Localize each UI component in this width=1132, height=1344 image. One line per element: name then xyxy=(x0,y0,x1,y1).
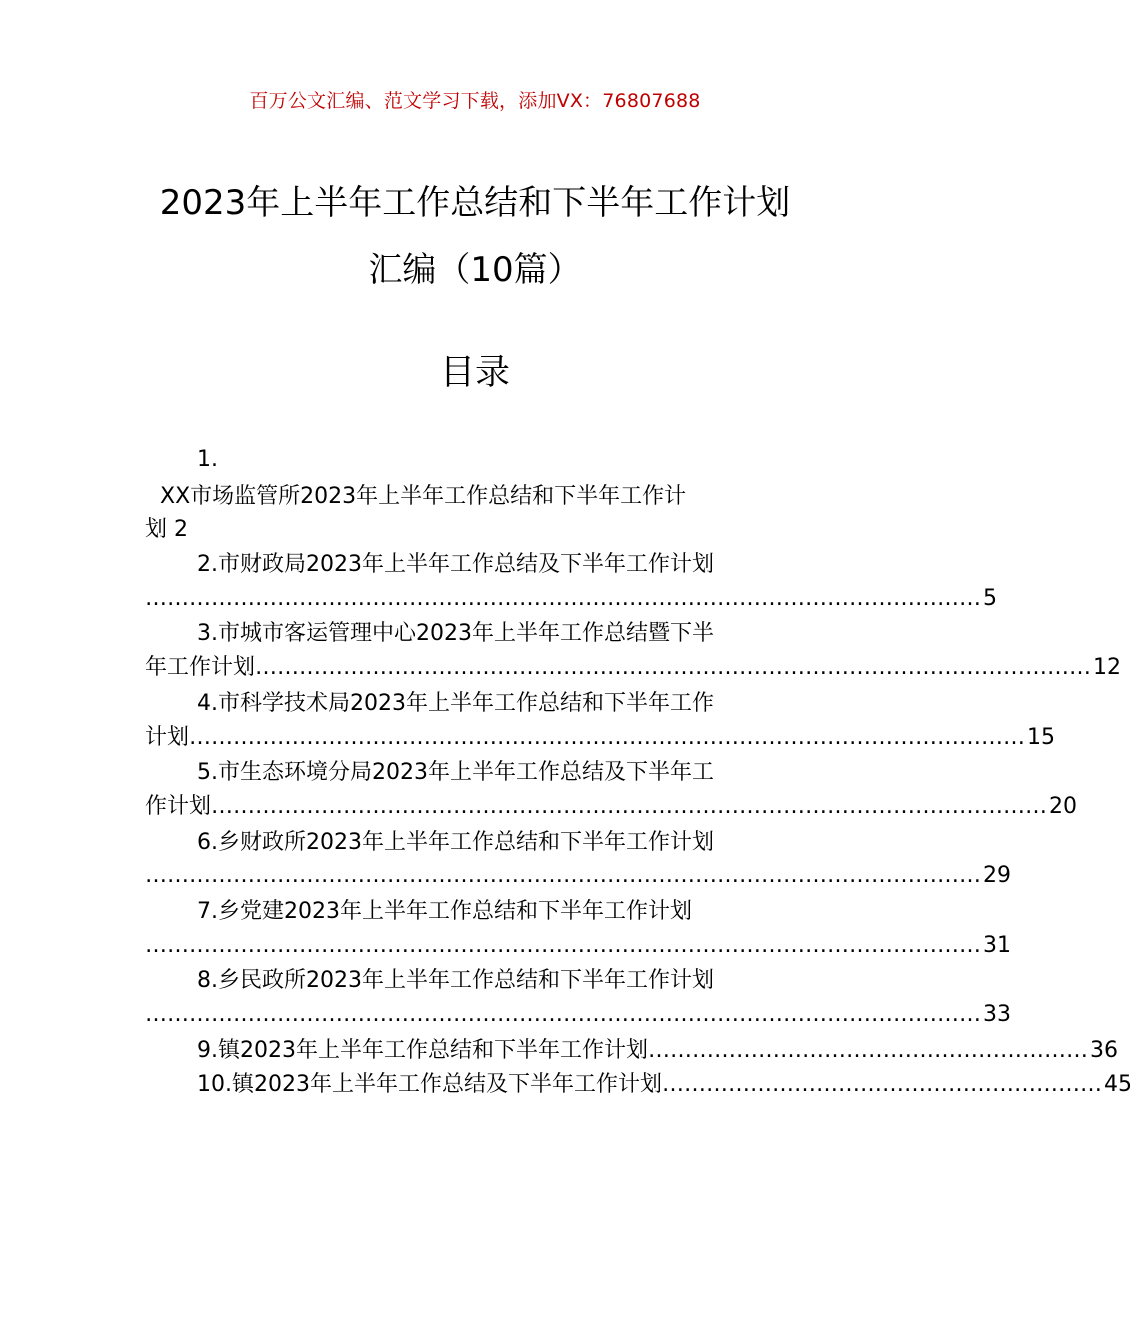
toc-leader-dots: …………………………………………………………………………………………………… xyxy=(145,933,981,958)
toc-leader-dots: …………………………………………………………………………………………………… xyxy=(145,863,981,888)
toc-item-5-page: 20 xyxy=(1049,794,1078,819)
toc-item-6-leader[interactable] xyxy=(145,861,1011,891)
toc-item-4-text-end: 计划 xyxy=(145,725,190,750)
toc-leader-dots: …………………………………………………………………………………………………… xyxy=(189,725,1026,750)
toc-item-4-title[interactable]: 4.市科学技术局2023年上半年工作总结和下半年工作 xyxy=(197,691,714,716)
toc-item-10-page: 45 xyxy=(1103,1072,1132,1097)
toc-item-5-leader[interactable] xyxy=(145,792,1078,822)
document-title-line1: 2023年上半年工作总结和下半年工作计划 xyxy=(159,183,791,223)
toc-leader-dots: …………………………………………………… xyxy=(661,1072,1102,1097)
toc-item-4-page: 15 xyxy=(1027,725,1056,750)
toc-item-5-title[interactable]: 5.市生态环境分局2023年上半年工作总结及下半年工 xyxy=(197,760,714,785)
toc-item-3-page: 12 xyxy=(1093,655,1122,680)
toc-leader-dots: …………………………………………………………………………………………………… xyxy=(211,794,1048,819)
toc-item-8-page: 33 xyxy=(983,1002,1011,1027)
toc-item-3-text-end: 年工作计划 xyxy=(145,655,256,680)
toc-item-9[interactable] xyxy=(197,1036,1118,1066)
toc-item-2-title[interactable]: 2.市财政局2023年上半年工作总结及下半年工作计划 xyxy=(197,552,714,577)
toc-item-4-leader[interactable] xyxy=(145,723,1056,753)
toc-leader-dots: …………………………………………………………………………………………………… xyxy=(145,1002,981,1027)
toc-item-8-title[interactable]: 8.乡民政所2023年上半年工作总结和下半年工作计划 xyxy=(197,968,714,993)
toc-leader-dots: …………………………………………………………………………………………………… xyxy=(255,655,1092,680)
toc-item-1-line1[interactable]: XX市场监管所2023年上半年工作总结和下半年工作计 xyxy=(160,484,687,509)
toc-heading: 目录 xyxy=(439,353,510,393)
toc-item-9-page: 36 xyxy=(1089,1038,1118,1063)
toc-item-1-text-end: 划 xyxy=(145,517,168,542)
toc-item-7-leader[interactable] xyxy=(145,931,1011,961)
toc-item-7-page: 31 xyxy=(983,933,1011,958)
toc-item-9-title: 9.镇2023年上半年工作总结和下半年工作计划 xyxy=(197,1038,648,1063)
toc-item-3-title[interactable]: 3.市城市客运管理中心2023年上半年工作总结暨下半 xyxy=(197,621,714,646)
toc-item-1-line2[interactable] xyxy=(145,515,805,545)
toc-item-2-page: 5 xyxy=(983,586,997,611)
toc-item-10[interactable] xyxy=(197,1070,1132,1100)
toc-item-1-number[interactable]: 1. xyxy=(197,447,218,472)
toc-item-5-text-end: 作计划 xyxy=(145,794,212,819)
toc-item-7-title[interactable]: 7.乡党建2023年上半年工作总结和下半年工作计划 xyxy=(197,899,692,924)
toc-item-6-title[interactable]: 6.乡财政所2023年上半年工作总结和下半年工作计划 xyxy=(197,830,714,855)
toc-item-2-leader[interactable] xyxy=(145,584,997,614)
toc-leader-dots: …………………………………………………………………………………………………… xyxy=(145,586,981,611)
header-promo-note: 百万公文汇编、范文学习下载，添加VX：76807688 xyxy=(249,90,701,112)
toc-item-6-page: 29 xyxy=(983,863,1011,888)
toc-item-10-title: 10.镇2023年上半年工作总结及下半年工作计划 xyxy=(197,1072,662,1097)
toc-item-1-page: 2 xyxy=(174,517,189,542)
toc-leader-dots: …………………………………………………… xyxy=(647,1038,1088,1063)
toc-item-3-leader[interactable] xyxy=(145,653,1122,683)
document-title-line2: 汇编（10篇） xyxy=(368,250,582,290)
toc-item-8-leader[interactable] xyxy=(145,1000,1011,1030)
